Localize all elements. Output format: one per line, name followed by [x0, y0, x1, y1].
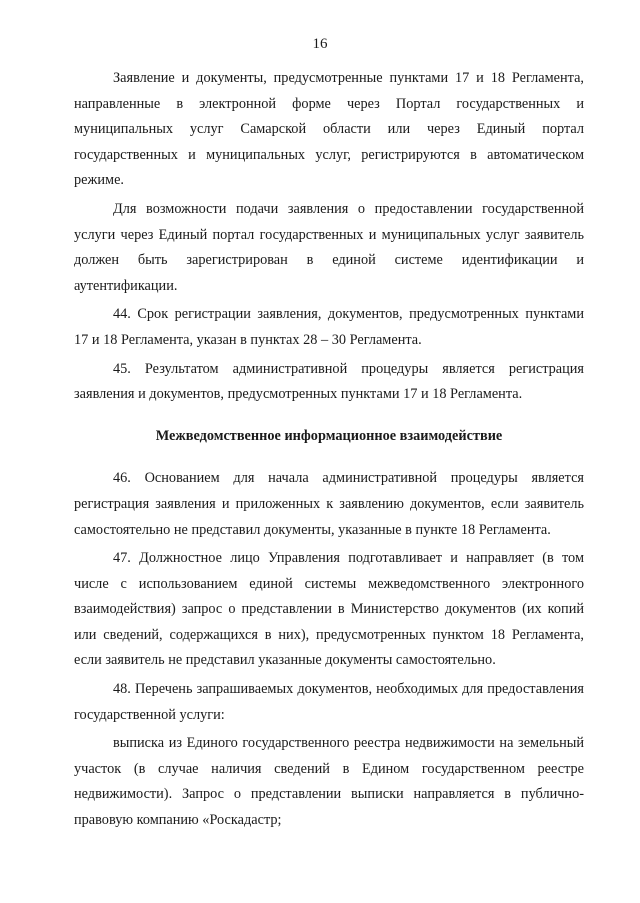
paragraph-item-45: 45. Результатом административной процедуры является регистрация заявления и документов, предусмотренных пунктами 17 и 18 Регламента.	[74, 360, 584, 403]
paragraph-electronic-submission: Заявление и документы, предусмотренные пунктами 17 и 18 Регламента, направленные в электронной форме через Портал государственных и муниципальных услуг Самарской области или через Единый портал государственных и муниципальных услуг, регистрируются в автоматическом режиме.	[74, 70, 584, 189]
paragraph-item-46: 46. Основанием для начала административной процедуры является регистрация заявления и приложенных к заявлению документов, если заявитель самостоятельно не представил документы, указанные в пункте 18 Регламента.	[74, 470, 584, 538]
paragraph-item-48: 48. Перечень запрашиваемых документов, необходимых для предоставления государственной услуги:	[74, 681, 584, 723]
document-body	[74, 66, 584, 834]
paragraph-registry-extract: выписка из Единого государственного реестра недвижимости на земельный участок (в случае наличия сведений в Едином государственном реестре недвижимости). Запрос о представлении выписки направляется в публично-правовую компанию «Роскадастр;	[74, 735, 584, 829]
paragraph-portal-registration: Для возможности подачи заявления о предоставлении государственной услуги через Единый портал государственных и муниципальных услуг заявитель должен быть зарегистрирован в единой системе идентификации и аутентификации.	[74, 200, 584, 294]
paragraph-item-47: 47. Должностное лицо Управления подготавливает и направляет (в том числе с использованием единой системы межведомственного электронного взаимодействия) запрос о представлении в Министерство документов (их копий или сведений, содержащихся в них), предусмотренных пунктом 18 Регламента, если заявитель не представил указанные документы самостоятельно.	[74, 550, 584, 669]
section-heading: Межведомственное информационное взаимодействие	[155, 427, 503, 444]
paragraph-item-44: 44. Срок регистрации заявления, документов, предусмотренных пунктами 17 и 18 Регламента, указан в пунктах 28 – 30 Регламента.	[74, 306, 584, 348]
page-number: 16	[312, 36, 328, 52]
